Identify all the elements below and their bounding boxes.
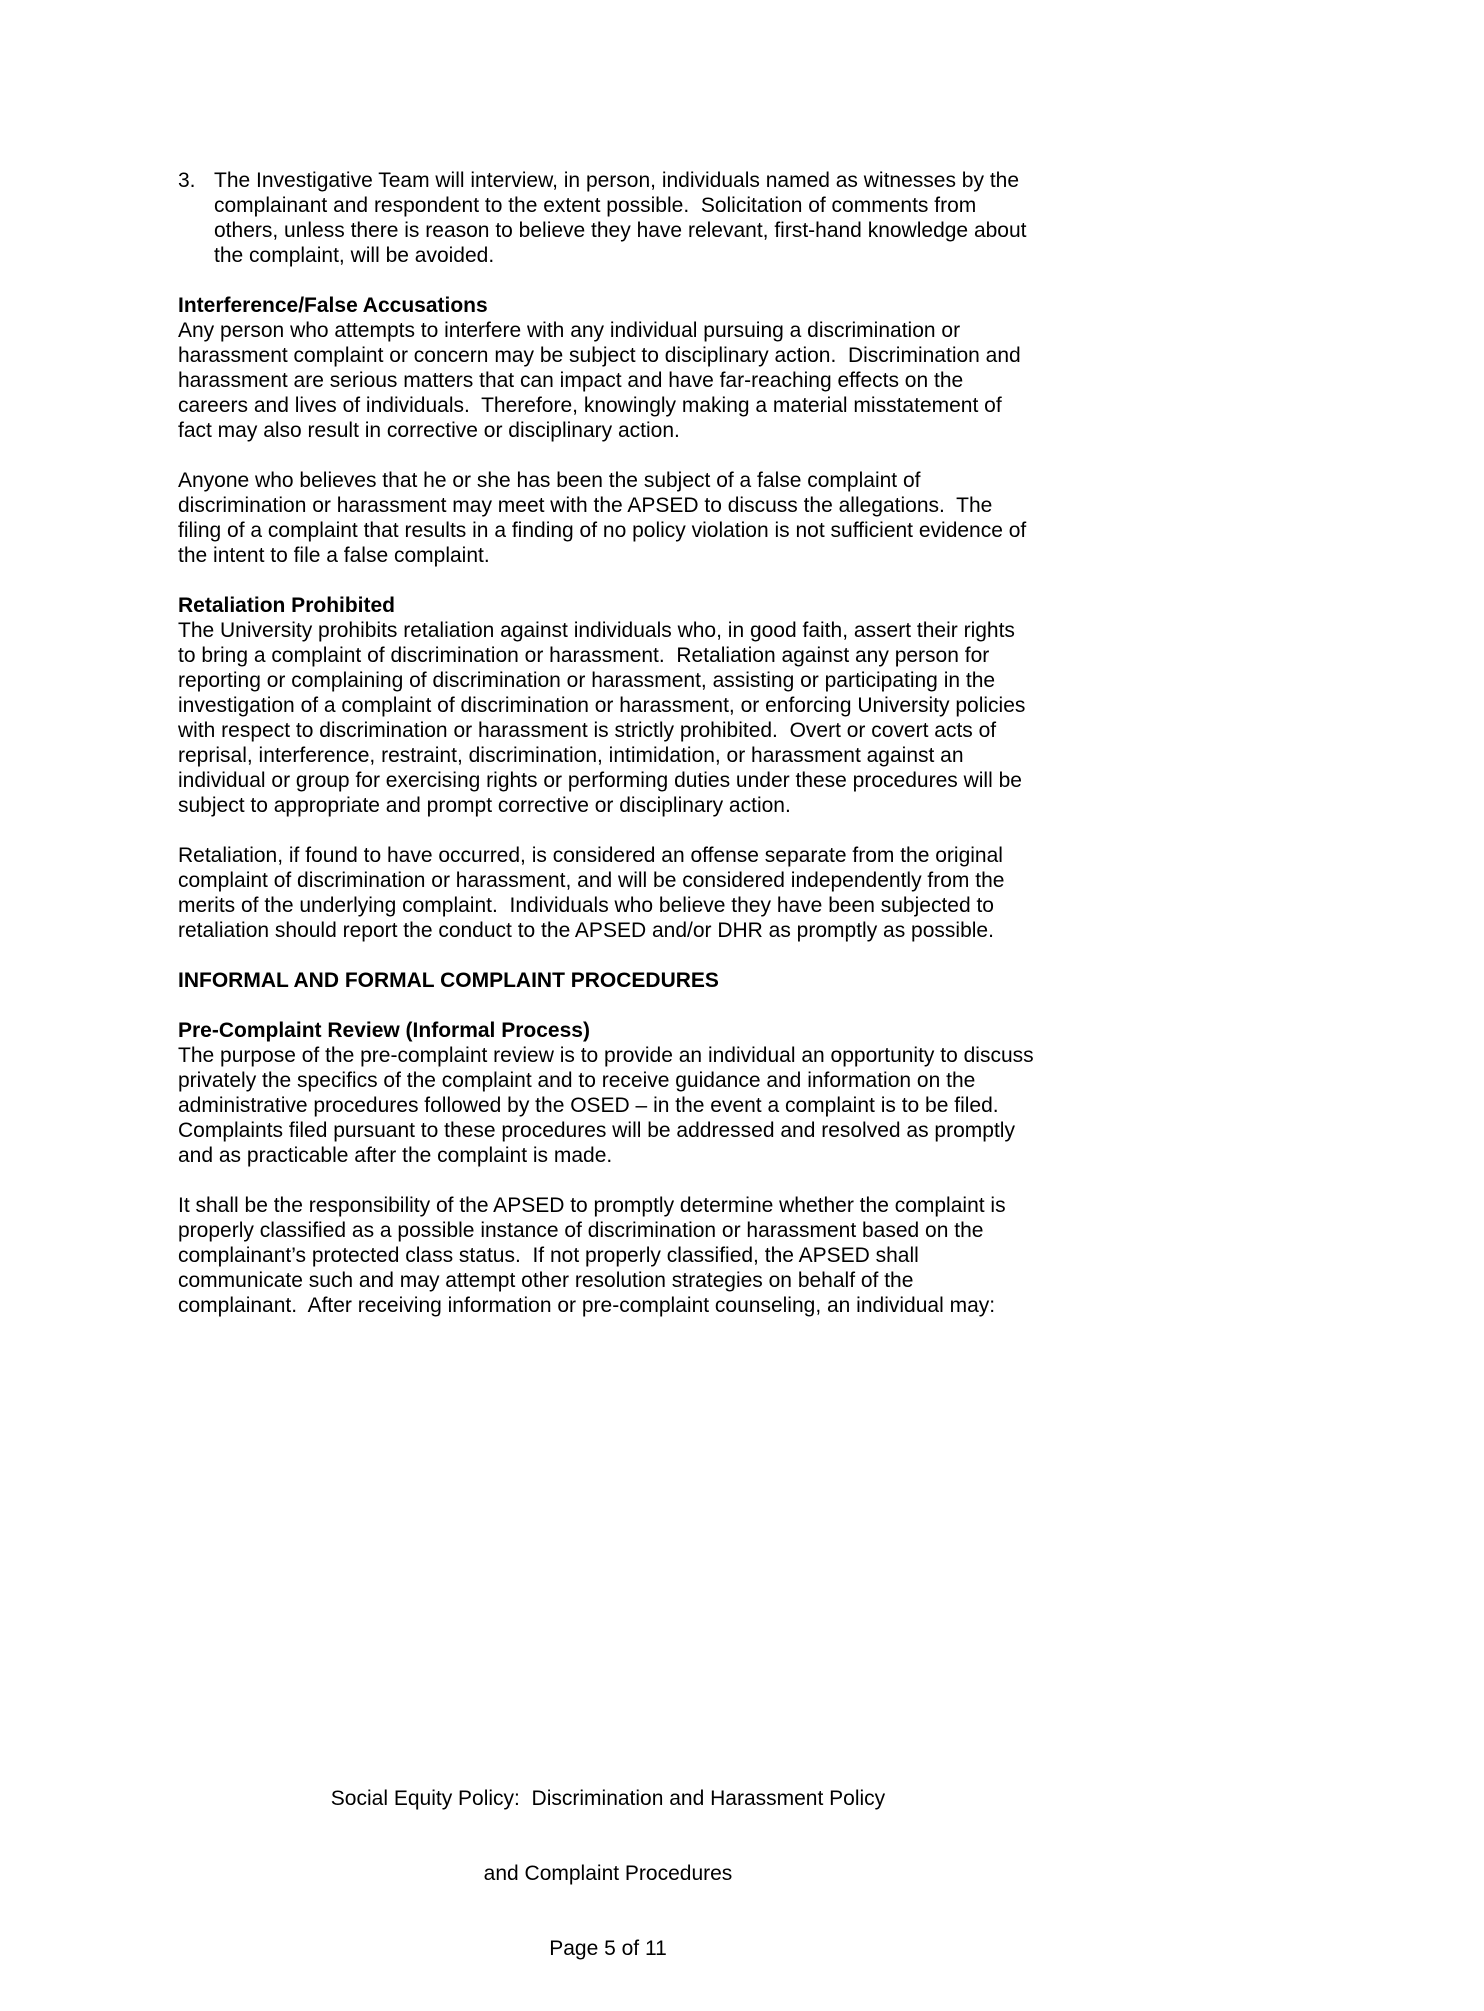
- paragraph-interference-2: Anyone who believes that he or she has been the subject of a false complaint of discrimination or harassment may meet with the APSED to discuss the allegations. The filing of a complaint that results in a finding of no policy violation is not sufficient evidence of the intent to file a false complaint.: [178, 469, 1033, 567]
- paragraph-retaliation-2: Retaliation, if found to have occurred, is considered an offense separate from the original complaint of discrimination or harassment, and will be considered independently from the merits of the underlying complaint. Individuals who believe they have been subjected to retaliation should report the conduct to the APSED and/or DHR as promptly as possible.: [178, 844, 1011, 942]
- list-item-number: 3.: [178, 169, 196, 192]
- heading-interference-false-accusations: Interference/False Accusations: [178, 294, 488, 317]
- list-item-text: The Investigative Team will interview, in person, individuals named as witnesses by the complainant and respondent to the extent possible. Solicitation of comments from others, unless there is reason to believe they have relevant, first-hand knowledge about the complaint, will be avoided.: [214, 169, 1033, 267]
- page-footer: [178, 1736, 1038, 2011]
- heading-informal-formal-procedures: INFORMAL AND FORMAL COMPLAINT PROCEDURES: [178, 969, 719, 992]
- paragraph-pre-complaint-1: The purpose of the pre-complaint review is to provide an individual an opportunity to discuss privately the specifics of the complaint and to receive guidance and information on the administrative procedures followed by the OSED – in the event a complaint is to be filed. Complaints filed pursuant to these procedures will be addressed and resolved as promptly and as practicable after the complaint is made.: [178, 1044, 1040, 1167]
- footer-page-number: Page 5 of 11: [549, 1937, 667, 1960]
- footer-policy-title: Social Equity Policy: Discrimination and Harassment Policy: [330, 1787, 886, 1810]
- paragraph-pre-complaint-2: It shall be the responsibility of the APSED to promptly determine whether the complaint is properly classified as a possible instance of discrimination or harassment based on the complainant’s protected class status. If not properly classified, the APSED shall communicate such and may attempt other resolution strategies on behalf of the complainant. After receiving information or pre-complaint counseling, an individual may:: [178, 1194, 1012, 1317]
- list-item-3: [178, 168, 1038, 268]
- footer-policy-subtitle: and Complaint Procedures: [483, 1862, 733, 1885]
- document-content: [178, 168, 1038, 1343]
- heading-pre-complaint-review: Pre-Complaint Review (Informal Process): [178, 1019, 590, 1042]
- paragraph-interference-1: Any person who attempts to interfere with any individual pursuing a discrimination or harassment complaint or concern may be subject to disciplinary action. Discrimination and harassment are serious matters that can impact and have far-reaching effects on the careers and lives of individuals. Therefore, knowingly making a material misstatement of fact may also result in corrective or disciplinary action.: [178, 319, 1027, 442]
- heading-retaliation-prohibited: Retaliation Prohibited: [178, 594, 396, 617]
- paragraph-retaliation-1: The University prohibits retaliation against individuals who, in good faith, assert their rights to bring a complaint of discrimination or harassment. Retaliation against any person for reporting or complaining of discrimination or harassment, assisting or participating in the investigation of a complaint of discrimination or harassment, or enforcing University policies with respect to discrimination or harassment is strictly prohibited. Overt or covert acts of reprisal, interference, restraint, discrimination, intimidation, or harassment against an individual or group for exercising rights or performing duties under these procedures will be subject to appropriate and prompt corrective or disciplinary action.: [178, 619, 1032, 817]
